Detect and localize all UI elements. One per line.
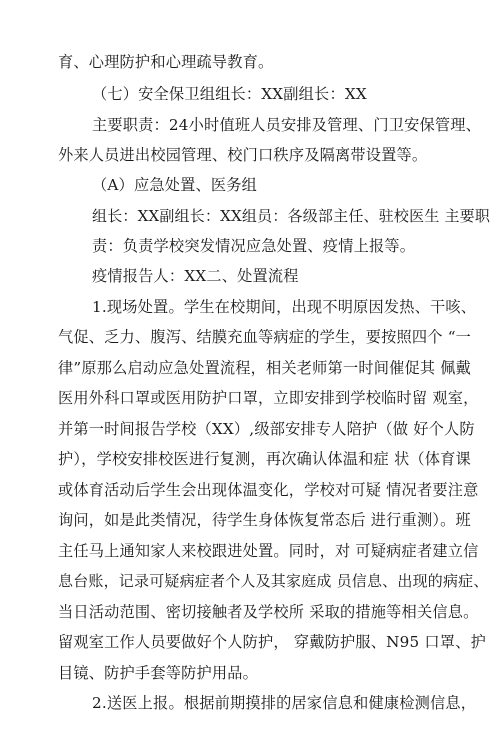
text-line: 2.送医上报。根据前期摸排的居家信息和健康检测信息， <box>92 694 477 712</box>
text-line: 责：负责学校突发情况应急处置、疫情上报等。 <box>92 237 416 255</box>
text-line: 气促、乏力、腹泻、结膜充血等病症的学生，要按照四个 “一 <box>58 328 472 346</box>
text-line: 组长：XX副组长：XX组员：各级部主任、驻校医生 主要职 <box>92 207 491 225</box>
text-line: 疫情报告人：XX二、处置流程 <box>92 267 299 285</box>
text-line: 或体育活动后学生会出现体温变化，学校对可疑 情况者要注意 <box>58 481 479 499</box>
text-line: 律”原那么启动应急处置流程，相关老师第一时间催促其 佩戴 <box>58 359 472 377</box>
text-line: 主任马上通知家人来校跟进处置。同时，对 可疑病症者建立信 <box>58 542 479 560</box>
text-line: 并第一时间报告学校（XX）,级部安排专人陪护（做 好个人防 <box>58 420 475 438</box>
text-line: 医用外科口罩或医用防护口罩，立即安排到学校临时留 观室， <box>58 389 479 407</box>
text-line: 主要职责：24小时值班人员安排及管理、门卫安保管理、 <box>92 116 482 134</box>
section-heading: （七）安全保卫组组长：XX副组长：XX <box>92 85 367 103</box>
text-line: 外来人员进出校园管理、校门口秩序及隔离带设置等。 <box>58 146 428 164</box>
text-line: 询问，如是此类情况，待学生身体恢复常态后 进行重测）。班 <box>58 511 471 529</box>
text-line: 育、心理防护和心理疏导教育。 <box>58 53 274 71</box>
text-line: 当日活动范围、密切接触者及学校所 采取的措施等相关信息。 <box>58 603 479 621</box>
section-heading: （A）应急处置、医务组 <box>92 176 258 194</box>
text-line: 息台账，记录可疑病症者个人及其家庭成 员信息、出现的病症、 <box>58 572 489 590</box>
text-line: 护），学校安排校医进行复测，再次确认体温和症 状（体育课 <box>58 450 471 468</box>
text-line: 留观室工作人员要做好个人防护， 穿戴防护服、N95 口罩、护 <box>58 633 486 651</box>
text-line: 1.现场处置。学生在校期间，出现不明原因发热、干咳、 <box>92 298 477 316</box>
text-line: 目镜、防护手套等防护用品。 <box>58 664 259 682</box>
